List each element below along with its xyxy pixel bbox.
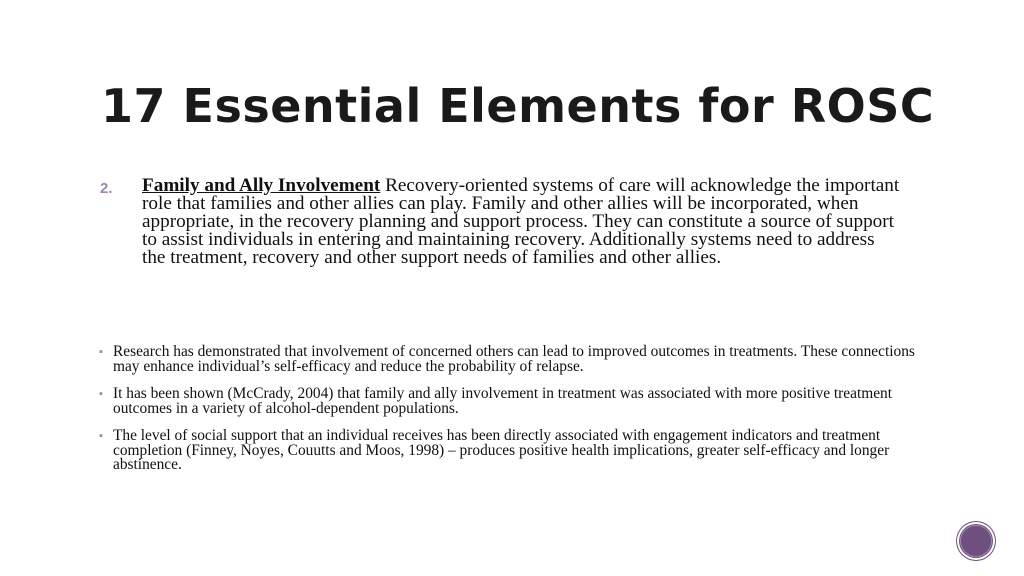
bullet-marker: ▪: [99, 430, 103, 442]
bullet-item: [97, 387, 927, 416]
item-body: Recovery-oriented systems of care will acknowledge the important role that families and other allies can play. Family and other allies will be incorporated, when appropriate, in the recovery planning and support process. They can constitute a source of support to assist individuals in entering and maintaining recovery. Additionally systems need to address the treatment, recovery and other support needs of families and other allies.: [142, 175, 900, 268]
item-heading: Family and Ally Involvement: [142, 175, 381, 196]
slide-number-badge: [957, 522, 995, 560]
bullet-text: It has been shown (McCrady, 2004) that family and ally involvement in treatment was associated with more positive treatment outcomes in a variety of alcohol-dependent populations.: [113, 385, 893, 417]
bullet-item: [97, 345, 927, 374]
slide-title: 17 Essential Elements for ROSC: [101, 79, 935, 133]
bullet-text: Research has demonstrated that involvement of concerned others can lead to improved outcomes in treatments. These connections may enhance individual’s self-efficacy and reduce the probability of relapse.: [113, 343, 915, 375]
item-number: 2.: [100, 180, 113, 197]
bullet-item: [97, 429, 927, 473]
bullet-text: The level of social support that an individual receives has been directly associated with engagement indicators and treatment completion (Finney, Noyes, Couutts and Moos, 1998) – produces positive health implications, greater self-efficacy and longer abstinence.: [113, 427, 890, 473]
bullet-list: [97, 345, 927, 473]
bullet-marker: ▪: [99, 388, 103, 400]
item-text: [142, 177, 900, 267]
slide-number-ring: [960, 525, 992, 557]
numbered-item: [100, 177, 900, 267]
bullet-marker: ▪: [99, 346, 103, 358]
